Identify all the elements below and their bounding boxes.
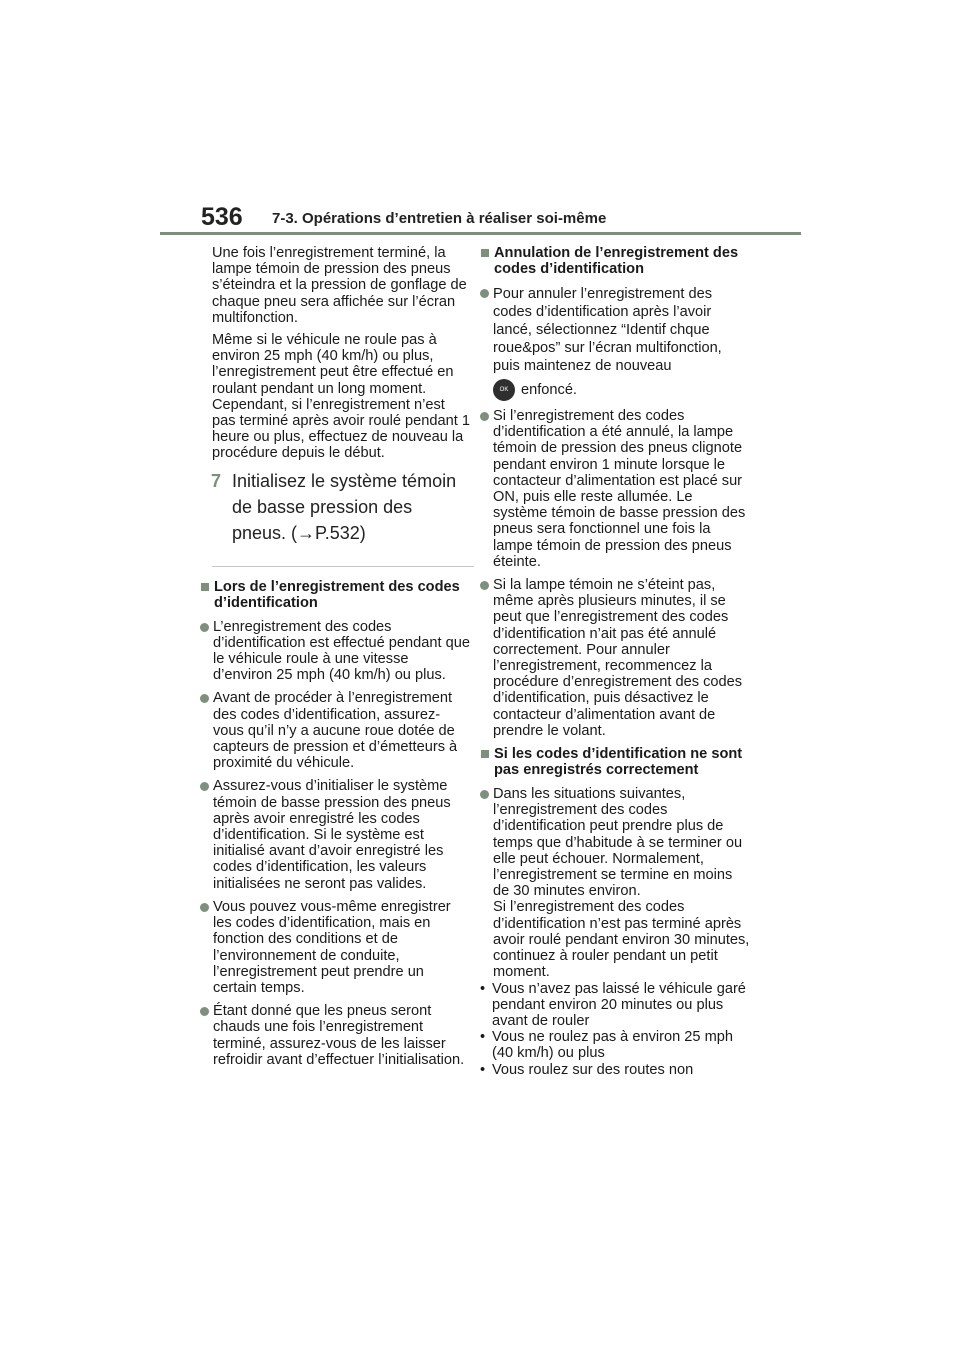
- sub-list-item: • Vous roulez sur des routes non: [480, 1061, 694, 1078]
- paragraph: Une fois l’enregistrement terminé, la lampe témoin de pression des pneus s’éteindra et la pression de gonflage de chaque pneu sera affichée sur l’écran multifonction.: [212, 245, 467, 326]
- list-item: Si la lampe témoin ne s’éteint pas, même après plusieurs minutes, il se peut que l’enregistrement des codes d’identification n’ait pas été annulé correctement. Pour annuler l’enregistrement, recommencez la procédure d’enregistrement des codes d’identification, puis désactivez le contacteur d’alimentation avant de prendre le volant.: [480, 577, 750, 739]
- bullet-dot-icon: [480, 289, 489, 298]
- right-column: [480, 245, 750, 1078]
- sub-list-item: • Vous ne roulez pas à environ 25 mph (40 km/h) ou plus: [480, 1029, 733, 1062]
- list-item: Avant de procéder à l’enregistrement des codes d’identification, assurez-vous qu’il n’y a aucune roue dotée de capteurs de pression et d’émetteurs à proximité du véhicule.: [200, 690, 470, 771]
- page-number: 536: [201, 203, 243, 231]
- step-number: 7: [211, 470, 222, 491]
- paragraph: Même si le véhicule ne roule pas à environ 25 mph (40 km/h) ou plus, l’enregistrement peut être effectué en roulant pendant un long moment. Cependant, si l’enregistrement n’est pas terminé après avoir roulé pendant 1 heure ou plus, effectuez de nouveau la procédure depuis le début.: [212, 332, 470, 462]
- dash-marker: •: [480, 1061, 486, 1078]
- arrow-icon: →: [297, 522, 316, 543]
- bullet-dot-icon: [200, 782, 209, 791]
- bullet-dot-icon: [200, 623, 209, 632]
- list-item: Pour annuler l’enregistrement des codes d’identification après l’avoir lancé, sélectionnez “Identif chque roue&pos” sur l’écran multifonction, puis maintenez de nouveau OK enfoncé.: [480, 285, 750, 401]
- bullet-dot-icon: [480, 790, 489, 799]
- page-reference-link[interactable]: P.532): [315, 522, 366, 543]
- section-heading: Si les codes d’identification ne sont pas enregistrés correctement: [481, 746, 750, 778]
- bullet-dot-icon: [200, 694, 209, 703]
- bullet-dot-icon: [200, 1007, 209, 1016]
- list-item: Assurez-vous d’initialiser le système témoin de basse pression des pneus après avoir enregistré les codes d’identification. Si le système est initialisé avant d’avoir enregistré les codes d’identification, les valeurs initialisées ne seront pas valides.: [200, 778, 470, 891]
- bullet-dot-icon: [200, 903, 209, 912]
- square-bullet-icon: [481, 249, 489, 257]
- step-7: [211, 468, 470, 546]
- bullet-dot-icon: [480, 412, 489, 421]
- section-heading: Annulation de l’enregistrement des codes d’identification: [481, 245, 750, 277]
- sub-list-item: • Vous n’avez pas laissé le véhicule garé pendant environ 20 minutes ou plus avant de rouler: [480, 980, 746, 1029]
- bullet-dot-icon: [480, 581, 489, 590]
- dash-marker: •: [480, 1029, 486, 1046]
- dash-marker: •: [480, 980, 486, 997]
- header-rule: [160, 232, 801, 235]
- ok-button-icon: OK: [493, 379, 515, 401]
- square-bullet-icon: [481, 750, 489, 758]
- list-item: Étant donné que les pneus seront chauds une fois l’enregistrement terminé, assurez-vous de les laisser refroidir avant d’effectuer l’initialisation.: [200, 1003, 470, 1068]
- step-text: Initialisez le système témoin de basse pression des pneus. (→P.532): [232, 470, 457, 543]
- section-title: 7-3. Opérations d’entretien à réaliser soi-même: [272, 210, 607, 227]
- list-item: Vous pouvez vous-même enregistrer les codes d’identification, mais en fonction des conditions et de l’environnement de conduite, l’enregistrement peut prendre un certain temps.: [200, 899, 470, 996]
- list-item: Dans les situations suivantes, l’enregistrement des codes d’identification peut prendre plus de temps que d’habitude à se terminer ou elle peut échouer. Normalement, l’enregistrement se termine en moins de 30 minutes environ. Si l’enregistrement des codes d’identification n’est pas terminé après avoir roulé pendant environ 30 minutes, continuez à rouler pendant un petit moment.: [480, 786, 750, 980]
- square-bullet-icon: [201, 583, 209, 591]
- divider: [212, 566, 474, 567]
- left-column: [212, 245, 470, 1075]
- list-item: Si l’enregistrement des codes d’identification a été annulé, la lampe témoin de pression des pneus clignote pendant environ 1 minute lorsque le contacteur d’alimentation est placé sur ON, puis elle reste allumée. Le système témoin de basse pression des pneus sera fonctionnel une fois la lampe témoin de pression des pneus éteinte.: [480, 408, 750, 570]
- list-item: L’enregistrement des codes d’identification est effectué pendant que le véhicule roule à une vitesse d’environ 25 mph (40 km/h) ou plus.: [200, 619, 470, 684]
- section-heading: Lors de l’enregistrement des codes d’identification: [201, 579, 470, 611]
